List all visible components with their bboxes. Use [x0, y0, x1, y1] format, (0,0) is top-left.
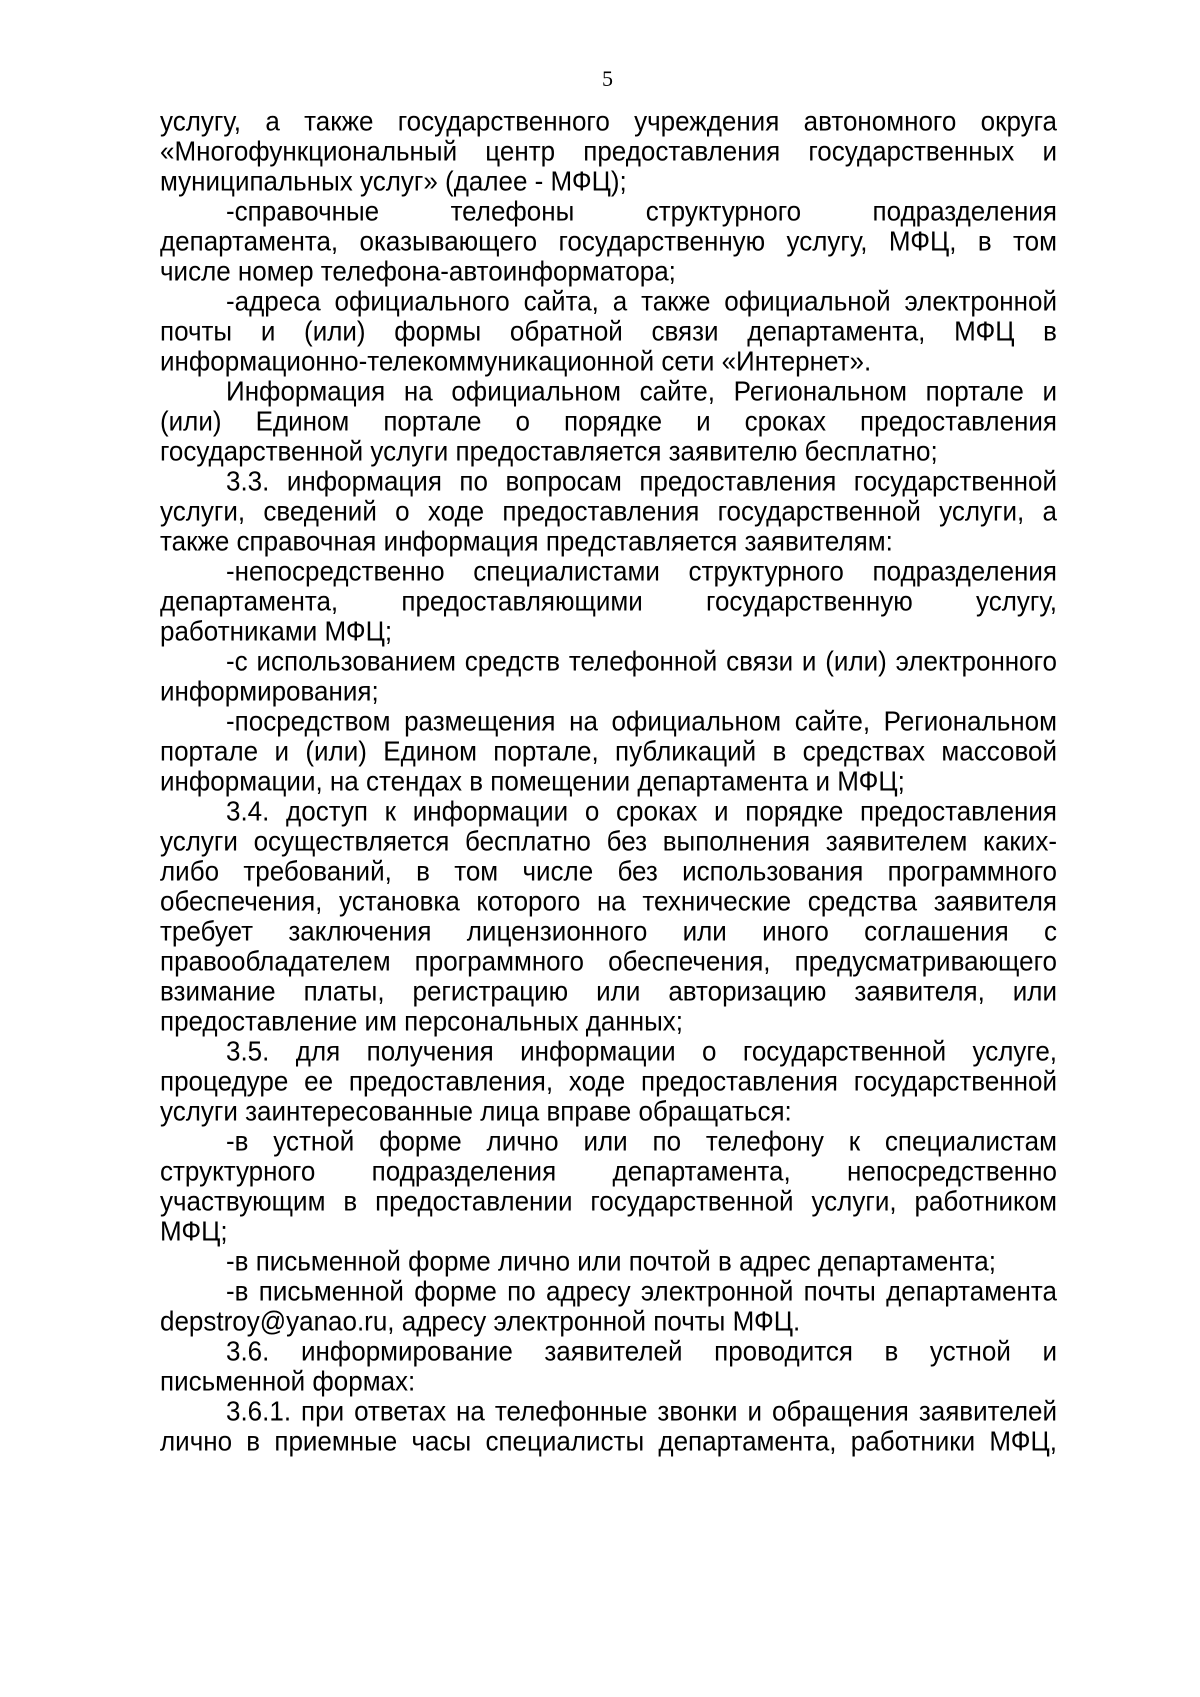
- text-line: правообладателем программного обеспечения, предусматривающего: [160, 944, 1057, 978]
- text-line: информации, на стендах в помещении департамента и МФЦ;: [160, 764, 905, 798]
- text-line: услугу, а также государственного учреждения автономного округа: [160, 104, 1057, 138]
- text-line: письменной формах:: [160, 1364, 416, 1398]
- text-line: информирования;: [160, 674, 379, 708]
- text-line: государственной услуги предоставляется заявителю бесплатно;: [160, 434, 938, 468]
- text-line: 3.3. информация по вопросам предоставления государственной: [226, 464, 1057, 498]
- text-line: -адреса официального сайта, а также официальной электронной: [226, 284, 1057, 318]
- text-line: департамента, оказывающего государственную услугу, МФЦ, в том: [160, 224, 1057, 258]
- text-line: числе номер телефона-автоинформатора;: [160, 254, 676, 288]
- text-line: муниципальных услуг» (далее - МФЦ);: [160, 164, 627, 198]
- text-line: МФЦ;: [160, 1214, 228, 1248]
- text-line: услуги заинтересованные лица вправе обращаться:: [160, 1094, 792, 1128]
- text-line: лично в приемные часы специалисты департамента, работники МФЦ,: [160, 1424, 1057, 1458]
- text-line: (или) Едином портале о порядке и сроках предоставления: [160, 404, 1057, 438]
- text-line: -в письменной форме по адресу электронной почты департамента: [226, 1274, 1057, 1308]
- text-line: -непосредственно специалистами структурного подразделения: [226, 554, 1057, 588]
- text-line: также справочная информация представляется заявителям:: [160, 524, 893, 558]
- document-body: [160, 106, 1057, 1456]
- text-line: почты и (или) формы обратной связи департамента, МФЦ в: [160, 314, 1057, 348]
- text-line: 3.6. информирование заявителей проводится в устной и: [226, 1334, 1057, 1368]
- text-line: -посредством размещения на официальном сайте, Региональном: [226, 704, 1057, 738]
- text-line: требует заключения лицензионного или иного соглашения с: [160, 914, 1057, 948]
- text-line: depstroy@yanao.ru, адресу электронной почты МФЦ.: [160, 1304, 801, 1338]
- text-line: -в письменной форме лично или почтой в адрес департамента;: [226, 1244, 996, 1278]
- text-line: процедуре ее предоставления, ходе предоставления государственной: [160, 1064, 1057, 1098]
- text-line: работниками МФЦ;: [160, 614, 393, 648]
- text-line: «Многофункциональный центр предоставления государственных и: [160, 134, 1057, 168]
- text-line: -справочные телефоны структурного подразделения: [226, 194, 1057, 228]
- text-line: 3.6.1. при ответах на телефонные звонки и обращения заявителей: [226, 1394, 1057, 1428]
- text-line: либо требований, в том числе без использования программного: [160, 854, 1057, 888]
- text-line: -с использованием средств телефонной связи и (или) электронного: [226, 644, 1057, 678]
- page-number: 5: [602, 66, 613, 91]
- text-line: портале и (или) Едином портале, публикаций в средствах массовой: [160, 734, 1057, 768]
- text-line: услуги, сведений о ходе предоставления государственной услуги, а: [160, 494, 1057, 528]
- text-line: 3.5. для получения информации о государственной услуге,: [226, 1034, 1057, 1068]
- text-line: -в устной форме лично или по телефону к специалистам: [226, 1124, 1057, 1158]
- text-line: информационно-телекоммуникационной сети «Интернет».: [160, 344, 872, 378]
- text-line: услуги осуществляется бесплатно без выполнения заявителем каких-: [160, 824, 1057, 858]
- text-line: обеспечения, установка которого на технические средства заявителя: [160, 884, 1057, 918]
- text-line: взимание платы, регистрацию или авторизацию заявителя, или: [160, 974, 1057, 1008]
- text-line: департамента, предоставляющими государственную услугу,: [160, 584, 1057, 618]
- text-line: 3.4. доступ к информации о сроках и порядке предоставления: [226, 794, 1057, 828]
- text-line: предоставление им персональных данных;: [160, 1004, 683, 1038]
- text-line: Информация на официальном сайте, Региональном портале и: [226, 374, 1057, 408]
- text-line: структурного подразделения департамента, непосредственно: [160, 1154, 1057, 1188]
- text-line: участвующим в предоставлении государственной услуги, работником: [160, 1184, 1057, 1218]
